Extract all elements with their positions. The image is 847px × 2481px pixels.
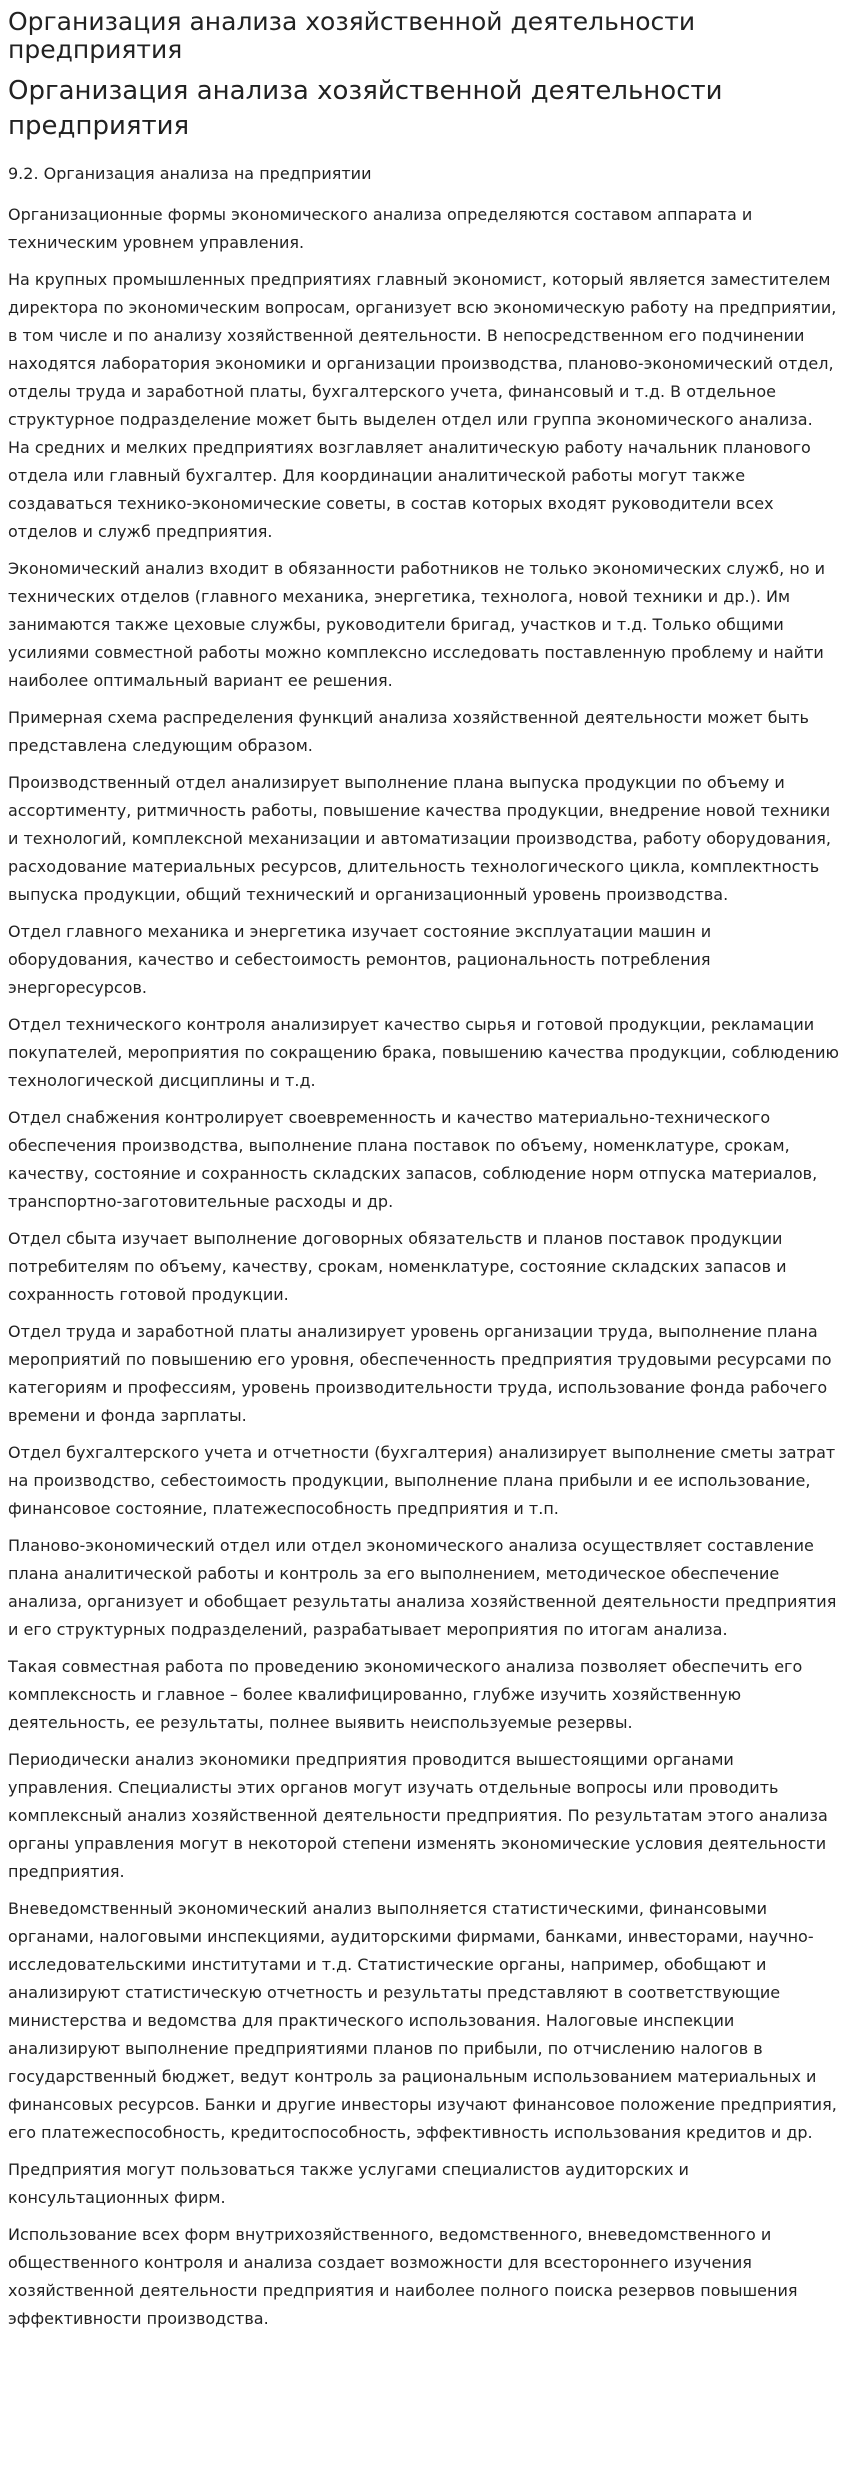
article-body [8, 201, 839, 2333]
paragraph: Производственный отдел анализирует выполнение плана выпуска продукции по объему и ассортименту, ритмичность работы, повышение качества продукции, внедрение новой техники и технологий, комплексной механизации и автоматизации производства, работу оборудования, расходование материальных ресурсов, длительность технологического цикла, комплектность выпуска продукции, общий технический и организационный уровень производства. [8, 773, 831, 904]
paragraph: Отдел главного механика и энергетика изучает состояние эксплуатации машин и оборудования, качество и себестоимость ремонтов, рациональность потребления энергоресурсов. [8, 922, 712, 997]
paragraph: Организационные формы экономического анализа определяются составом аппарата и техническим уровнем управления. [8, 205, 753, 252]
paragraph: Отдел бухгалтерского учета и отчетности (бухгалтерия) анализирует выполнение сметы затрат на производство, себестоимость продукции, выполнение плана прибыли и ее использование, финансовое состояние, платежеспособность предприятия и т.п. [8, 1443, 836, 1518]
paragraph: Такая совместная работа по проведению экономического анализа позволяет обеспечить его комплексность и главное – более квалифицированно, глубже изучить хозяйственную деятельность, ее результаты, полнее выявить неиспользуемые резервы. [8, 1657, 803, 1732]
paragraph: Вневедомственный экономический анализ выполняется статистическими, финансовыми органами, налоговыми инспекциями, аудиторскими фирмами, банками, инвесторами, научно-исследовательскими институтами и т.д. Статистические органы, например, обобщают и анализируют статистическую отчетность и результаты представляют в соответствующие министерства и ведомства для практического использования. Налоговые инспекции анализируют выполнение предприятиями планов по прибыли, по отчислению налогов в государственный бюджет, ведут контроль за рациональным использованием материальных и финансовых ресурсов. Банки и другие инвесторы изучают финансовое положение предприятия, его платежеспособность, кредитоспособность, эффективность использования кредитов и др. [8, 1899, 837, 2142]
paragraph: Использование всех форм внутрихозяйственного, ведомственного, вневедомственного и общественного контроля и анализа создает возможности для всестороннего изучения хозяйственной деятельности предприятия и наиболее полного поиска резервов повышения эффективности производства. [8, 2225, 798, 2328]
paragraph: Примерная схема распределения функций анализа хозяйственной деятельности может быть представлена следующим образом. [8, 708, 809, 755]
paragraph: Отдел технического контроля анализирует качество сырья и готовой продукции, рекламации покупателей, мероприятия по сокращению брака, повышению качества продукции, соблюдению технологической дисциплины и т.д. [8, 1015, 839, 1090]
paragraph: На крупных промышленных предприятиях главный экономист, который является заместителем директора по экономическим вопросам, организует всю экономическую работу на предприятии, в том числе и по анализу хозяйственной деятельности. В непосредственном его подчинении находятся лаборатория экономики и организации производства, планово-экономический отдел, отделы труда и заработной платы, бухгалтерского учета, финансовый и т.д. В отдельное структурное подразделение может быть выделен отдел или группа экономического анализа. На средних и мелких предприятиях возглавляет аналитическую работу начальник планового отдела или главный бухгалтер. Для координации аналитической работы могут также создаваться технико-экономические советы, в состав которых входят руководители всех отделов и служб предприятия. [8, 270, 837, 541]
paragraph: Планово-экономический отдел или отдел экономического анализа осуществляет составление плана аналитической работы и контроль за его выполнением, методическое обеспечение анализа, организует и обобщает результаты анализа хозяйственной деятельности предприятия и его структурных подразделений, разрабатывает мероприятия по итогам анализа. [8, 1536, 837, 1639]
document-title: Организация анализа хозяйственной деятельности предприятия [8, 7, 696, 64]
page-heading: Организация анализа хозяйственной деятельности предприятия [8, 76, 723, 141]
paragraph: Отдел труда и заработной платы анализирует уровень организации труда, выполнение плана мероприятий по повышению его уровня, обеспеченность предприятия трудовыми ресурсами по категориям и профессиям, уровень производительности труда, использование фонда рабочего времени и фонда зарплаты. [8, 1322, 832, 1425]
paragraph: Периодически анализ экономики предприятия проводится вышестоящими органами управления. Специалисты этих органов могут изучать отдельные вопросы или проводить комплексный анализ хозяйственной деятельности предприятия. По результатам этого анализа органы управления могут в некоторой степени изменять экономические условия деятельности предприятия. [8, 1750, 828, 1881]
paragraph: Отдел сбыта изучает выполнение договорных обязательств и планов поставок продукции потребителям по объему, качеству, срокам, номенклатуре, состояние складских запасов и сохранность готовой продукции. [8, 1229, 787, 1304]
paragraph: Отдел снабжения контролирует своевременность и качество материально-технического обеспечения производства, выполнение плана поставок по объему, номенклатуре, срокам, качеству, состояние и сохранность складских запасов, соблюдение норм отпуска материалов, транспортно-заготовительные расходы и др. [8, 1108, 818, 1211]
paragraph: Экономический анализ входит в обязанности работников не только экономических служб, но и технических отделов (главного механика, энергетика, технолога, новой техники и др.). Им занимаются также цеховые службы, руководители бригад, участков и т.д. Только общими усилиями совместной работы можно комплексно исследовать поставленную проблему и найти наиболее оптимальный вариант ее решения. [8, 559, 826, 690]
section-title: 9.2. Организация анализа на предприятии [8, 164, 372, 183]
paragraph: Предприятия могут пользоваться также услугами специалистов аудиторских и консультационных фирм. [8, 2160, 689, 2207]
